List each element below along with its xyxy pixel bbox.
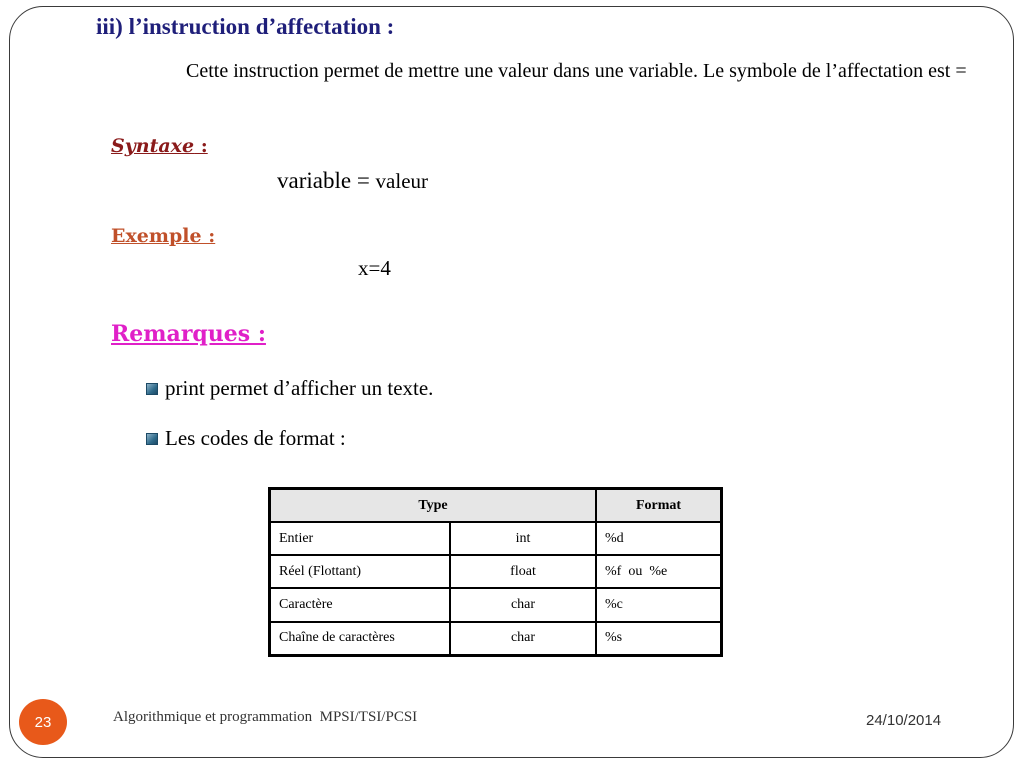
cell-format: %s	[596, 622, 722, 656]
cell-ctype: char	[450, 622, 596, 656]
example-code: x=4	[358, 256, 391, 280]
remarques-heading: Remarques :	[111, 321, 266, 347]
exemple-heading: Exemple :	[111, 225, 216, 247]
slide-title: iii) l’instruction d’affectation :	[96, 14, 395, 39]
format-codes-table	[268, 487, 723, 657]
cell-format: %d	[596, 522, 722, 555]
syntax-code-variable: variable =	[277, 168, 376, 193]
table-header-row	[270, 489, 722, 523]
footer-date: 24/10/2014	[866, 712, 942, 729]
cell-type: Chaîne de caractères	[270, 622, 451, 656]
bullet-item-print	[146, 376, 433, 401]
syntaxe-label: Syntaxe	[111, 135, 195, 157]
cell-type: Réel (Flottant)	[270, 555, 451, 588]
table-row	[270, 622, 722, 656]
header-format: Format	[596, 489, 722, 523]
table-row	[270, 555, 722, 588]
table-row	[270, 522, 722, 555]
footer-course: Algorithmique et programmation MPSI/TSI/PCSI	[113, 709, 418, 725]
cell-type: Caractère	[270, 588, 451, 621]
bullet-text: Les codes de format :	[165, 426, 346, 450]
square-bullet-icon	[146, 433, 158, 445]
intro-paragraph: Cette instruction permet de mettre une valeur dans une variable. Le symbole de l’affectation est =	[186, 60, 967, 82]
cell-ctype: char	[450, 588, 596, 621]
cell-ctype: int	[450, 522, 596, 555]
bullet-text: print permet d’afficher un texte.	[165, 376, 434, 400]
cell-format: %f ou %e	[596, 555, 722, 588]
cell-ctype: float	[450, 555, 596, 588]
square-bullet-icon	[146, 383, 158, 395]
syntax-code-value: valeur	[375, 169, 429, 193]
cell-format: %c	[596, 588, 722, 621]
table-row	[270, 588, 722, 621]
slide-number-badge: 23	[19, 699, 67, 745]
cell-type: Entier	[270, 522, 451, 555]
bullet-item-format-codes	[146, 426, 346, 451]
syntaxe-colon: :	[194, 135, 208, 157]
header-type: Type	[270, 489, 597, 523]
syntaxe-heading	[111, 135, 208, 157]
syntax-code	[277, 168, 428, 194]
